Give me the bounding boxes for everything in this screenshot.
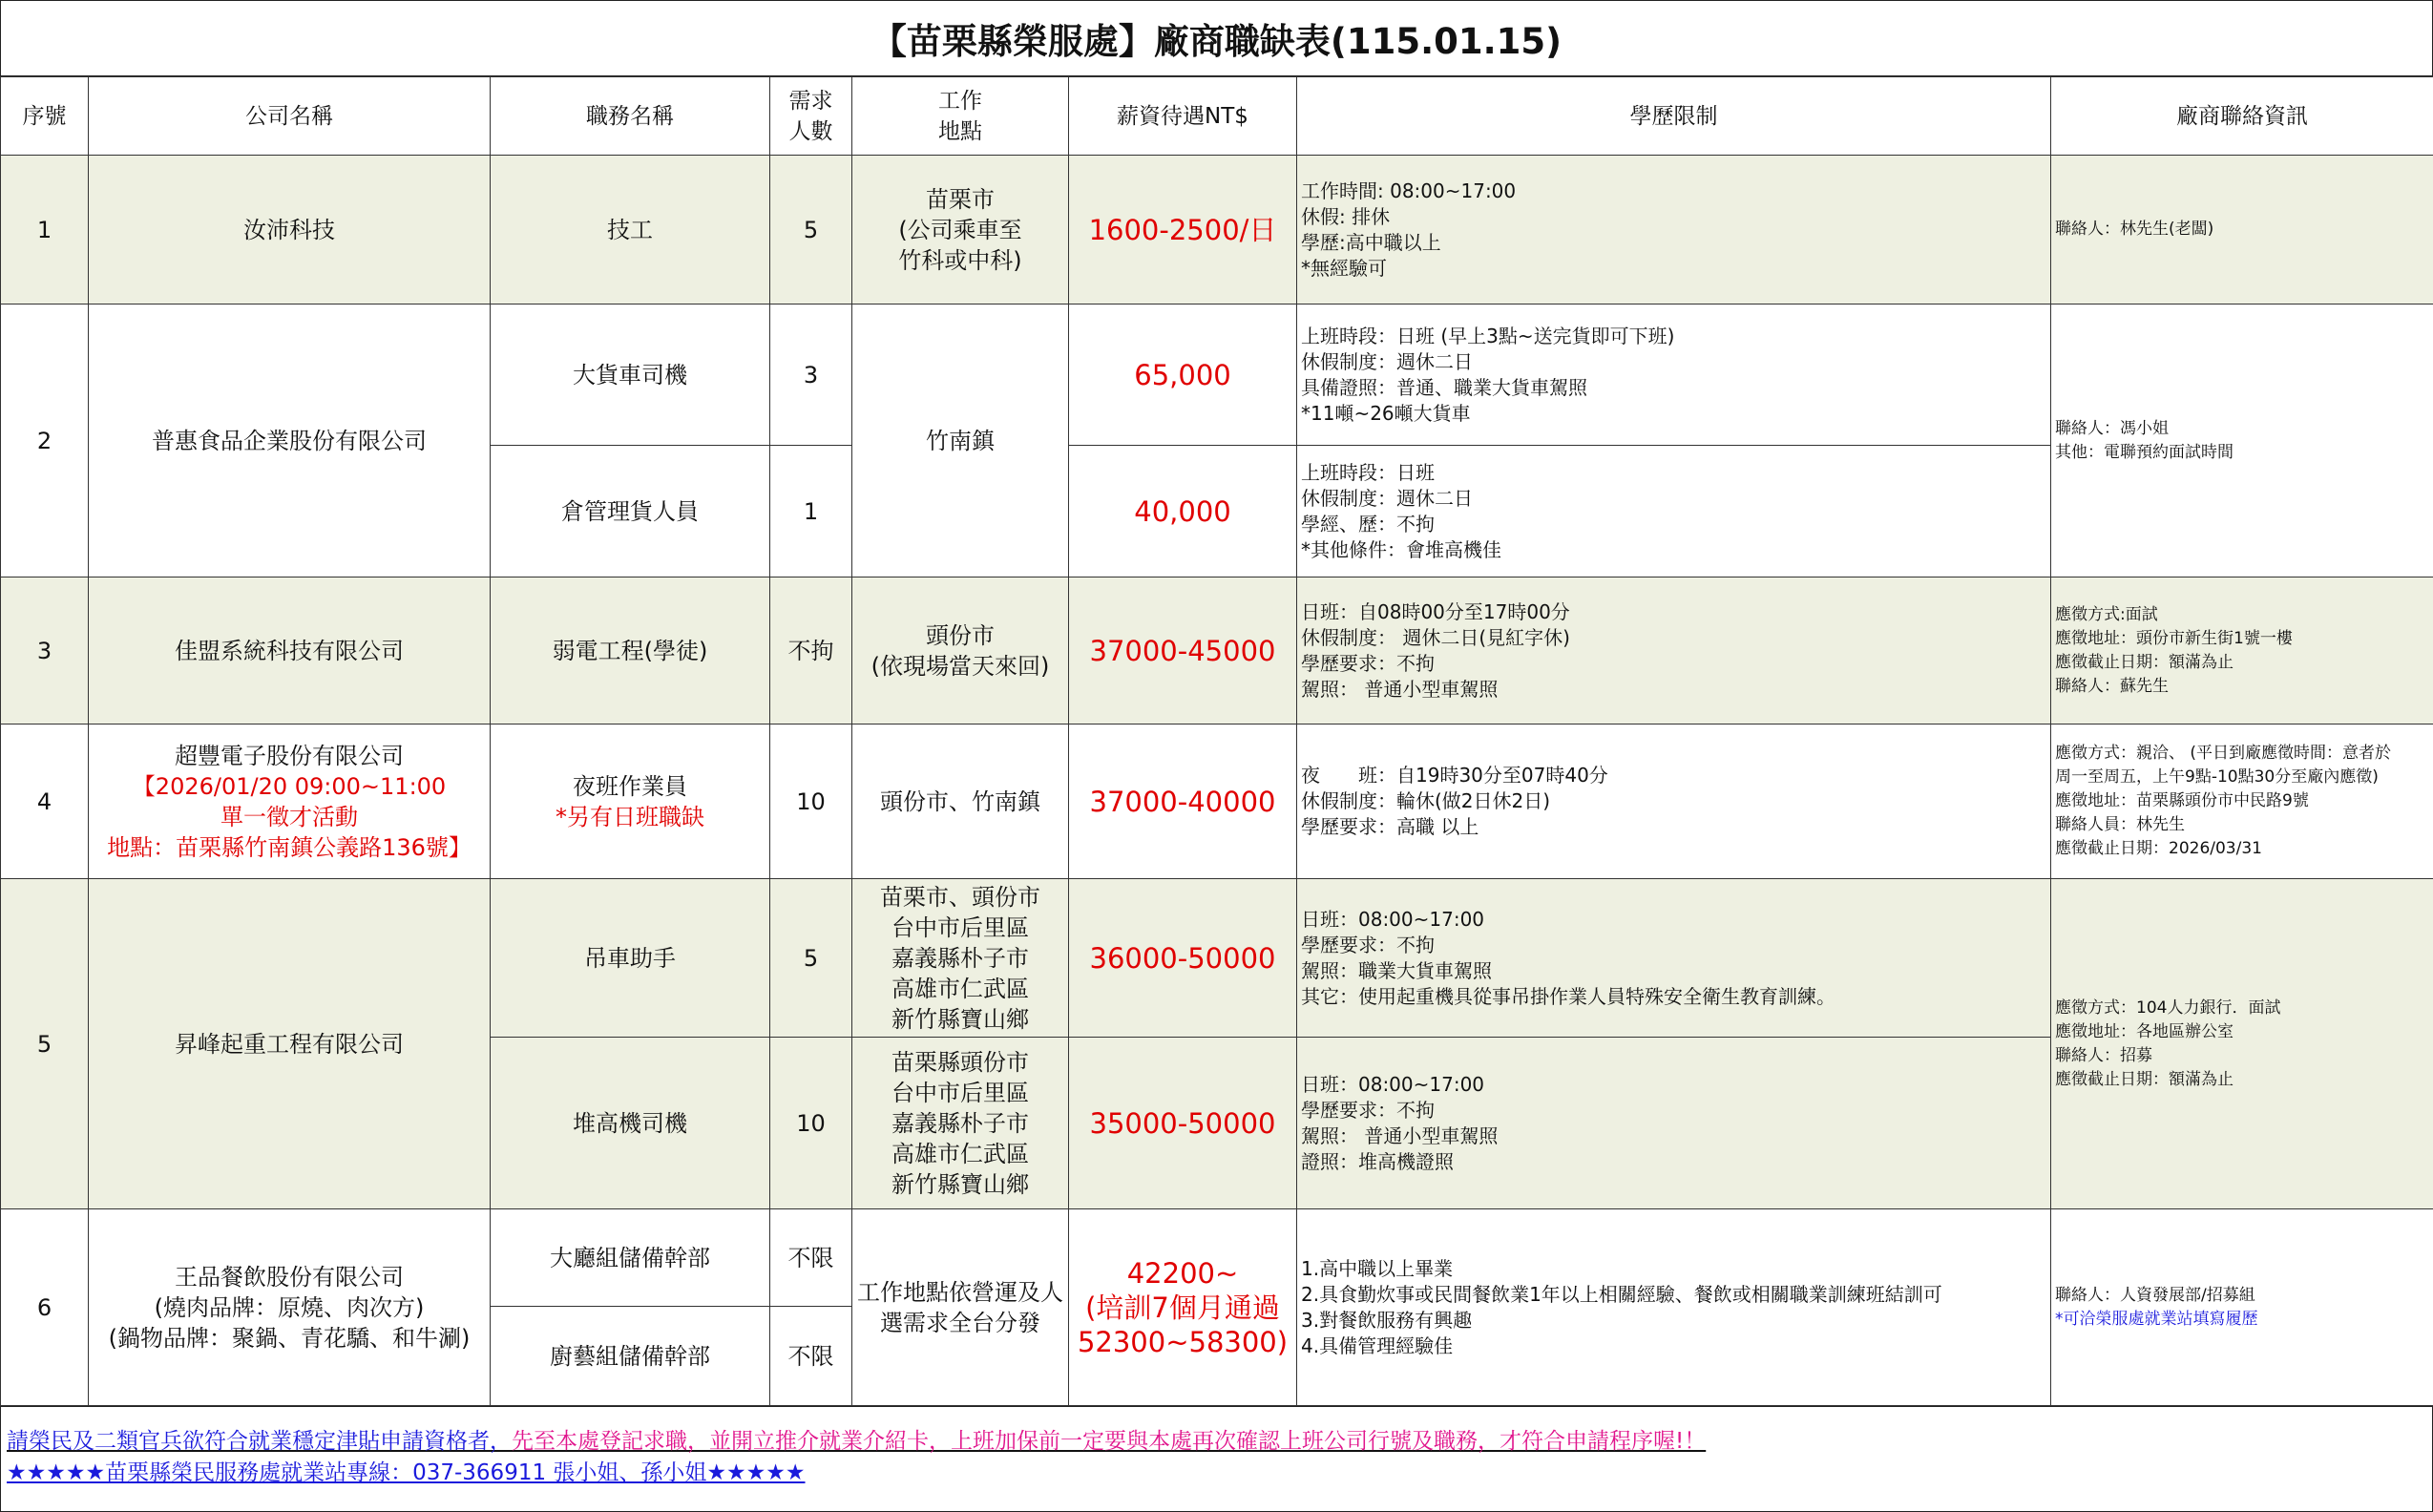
contact-note: *可洽榮服處就業站填寫履歷 [2055,1309,2258,1329]
job-details: 工作時間: 08:00~17:00 休假: 排休 學歷:高中職以上 *無經驗可 [1297,156,2051,304]
job-table [0,76,2433,1406]
table-row [1,879,2433,1038]
row-no: 5 [1,879,89,1209]
header-location: 工作 地點 [852,77,1069,156]
salary: 37000-40000 [1069,724,1297,879]
headcount: 10 [770,724,852,879]
job-details: 1.高中職以上畢業 2.具食勤炊事或民間餐飲業1年以上相關經驗、餐飲或相關職業訓練班結訓可 3.對餐飲服務有興趣 4.具備管理經驗佳 [1297,1209,2051,1406]
company-name [89,724,491,879]
work-location: 苗栗縣頭份市 台中市后里區 嘉義縣朴子市 高雄市仁武區 新竹縣寶山鄉 [852,1038,1069,1209]
header-company: 公司名稱 [89,77,491,156]
headcount: 不拘 [770,578,852,724]
company-name: 普惠食品企業股份有限公司 [89,304,491,578]
job-details: 日班：08:00~17:00 學歷要求：不拘 駕照： 普通小型車駕照 證照：堆高機證照 [1297,1038,2051,1209]
recruit-event-date: 【2026/01/20 09:00~11:00 [132,772,447,800]
job-details: 夜 班：自19時30分至07時40分 休假制度：輪休(做2日休2日) 學歷要求：高職 以上 [1297,724,2051,879]
row-no: 3 [1,578,89,724]
footer-line-1 [7,1426,2432,1457]
job-title: 廚藝組儲備幹部 [491,1307,770,1406]
work-location: 苗栗市、頭份市 台中市后里區 嘉義縣朴子市 高雄市仁武區 新竹縣寶山鄉 [852,879,1069,1038]
salary: 1600-2500/日 [1069,156,1297,304]
contact-info: 聯絡人：馮小姐 其他：電聯預約面試時間 [2051,304,2433,578]
header-row [1,77,2433,156]
work-location: 竹南鎮 [852,304,1069,578]
salary: 36000-50000 [1069,879,1297,1038]
table-row [1,1209,2433,1307]
header-salary: 薪資待遇NT$ [1069,77,1297,156]
salary: 40,000 [1069,446,1297,578]
footer-notice-b: 先至本處登記求職，並開立推介就業介紹卡，上班加保前一定要與本處再次確認上班公司行號及職務，才符合申請程序喔!！ [512,1429,1707,1454]
recruit-event-name: 單一徵才活動 [220,803,358,830]
contact-info: 應徵方式：親洽、 (平日到廠應徵時間：意者於 周一至周五，上午9點-10點30分至廠內應徵) 應徵地址：苗栗縣頭份市中民路9號 聯絡人員：林先生 應徵截止日期：2026/03/31 [2051,724,2433,879]
job-title: 夜班作業員 *另有日班職缺 [491,724,770,879]
work-location: 工作地點依營運及人 選需求全台分發 [852,1209,1069,1406]
headcount: 不限 [770,1209,852,1307]
table-row [1,156,2433,304]
work-location: 苗栗市 (公司乘車至 竹科或中科) [852,156,1069,304]
row-no: 1 [1,156,89,304]
headcount: 1 [770,446,852,578]
job-title: 吊車助手 [491,879,770,1038]
work-location: 頭份市、竹南鎮 [852,724,1069,879]
company-name: 汝沛科技 [89,156,491,304]
contact-info: 應徵方式：104人力銀行．面試 應徵地址：各地區辦公室 聯絡人：招募 應徵截止日期：額滿為止 [2051,879,2433,1209]
salary: 65,000 [1069,304,1297,446]
job-title: 堆高機司機 [491,1038,770,1209]
header-count: 需求 人數 [770,77,852,156]
recruit-event-location: 地點：苗栗縣竹南鎮公義路136號】 [107,833,472,861]
job-details: 上班時段：日班 (早上3點~送完貨即可下班) 休假制度：週休二日 具備證照：普通、職業大貨車駕照 *11噸~26噸大貨車 [1297,304,2051,446]
job-title: 大貨車司機 [491,304,770,446]
company-name-text: 超豐電子股份有限公司 [175,742,404,769]
footer-notice [0,1406,2433,1512]
work-location: 頭份市 (依現場當天來回) [852,578,1069,724]
header-edu: 學歷限制 [1297,77,2051,156]
row-no: 2 [1,304,89,578]
header-no: 序號 [1,77,89,156]
page-title: 【苗栗縣榮服處】廠商職缺表(115.01.15) [0,0,2433,76]
header-contact: 廠商聯絡資訊 [2051,77,2433,156]
contact-info: 應徵方式:面試 應徵地址：頭份市新生街1號一樓 應徵截止日期：額滿為止 聯絡人：蘇先生 [2051,578,2433,724]
job-details: 日班：自08時00分至17時00分 休假制度： 週休二日(見紅字休) 學歷要求：不拘 駕照： 普通小型車駕照 [1297,578,2051,724]
job-details: 日班：08:00~17:00 學歷要求：不拘 駕照：職業大貨車駕照 其它：使用起重機具從事吊掛作業人員特殊安全衛生教育訓練。 [1297,879,2051,1038]
footer-notice-a: 請榮民及二類官兵欲符合就業穩定津貼申請資格者， [7,1429,512,1454]
job-title: 技工 [491,156,770,304]
headcount: 5 [770,879,852,1038]
job-note: *另有日班職缺 [556,803,704,830]
row-no: 4 [1,724,89,879]
table-row [1,578,2433,724]
job-details: 上班時段：日班 休假制度：週休二日 學經、歷：不拘 *其他條件：會堆高機佳 [1297,446,2051,578]
company-name: 王品餐飲股份有限公司 (燒肉品牌：原燒、肉次方) (鍋物品牌：聚鍋、青花驕、和牛涮) [89,1209,491,1406]
footer-hotline: ★★★★★苗栗縣榮民服務處就業站專線：037-366911 張小姐、孫小姐★★★★★ [7,1460,806,1485]
job-title: 弱電工程(學徒) [491,578,770,724]
salary: 37000-45000 [1069,578,1297,724]
job-title: 大廳組儲備幹部 [491,1209,770,1307]
salary: 42200~ (培訓7個月通過 52300~58300) [1069,1209,1297,1406]
header-job: 職務名稱 [491,77,770,156]
row-no: 6 [1,1209,89,1406]
salary: 35000-50000 [1069,1038,1297,1209]
contact-info: 聯絡人：人資發展部/招募組 *可洽榮服處就業站填寫履歷 [2051,1209,2433,1406]
table-row [1,724,2433,879]
job-title: 倉管理貨人員 [491,446,770,578]
headcount: 10 [770,1038,852,1209]
company-name: 昇峰起重工程有限公司 [89,879,491,1209]
contact-info: 聯絡人：林先生(老闆) [2051,156,2433,304]
headcount: 3 [770,304,852,446]
table-row [1,304,2433,446]
headcount: 不限 [770,1307,852,1406]
company-name: 佳盟系統科技有限公司 [89,578,491,724]
headcount: 5 [770,156,852,304]
